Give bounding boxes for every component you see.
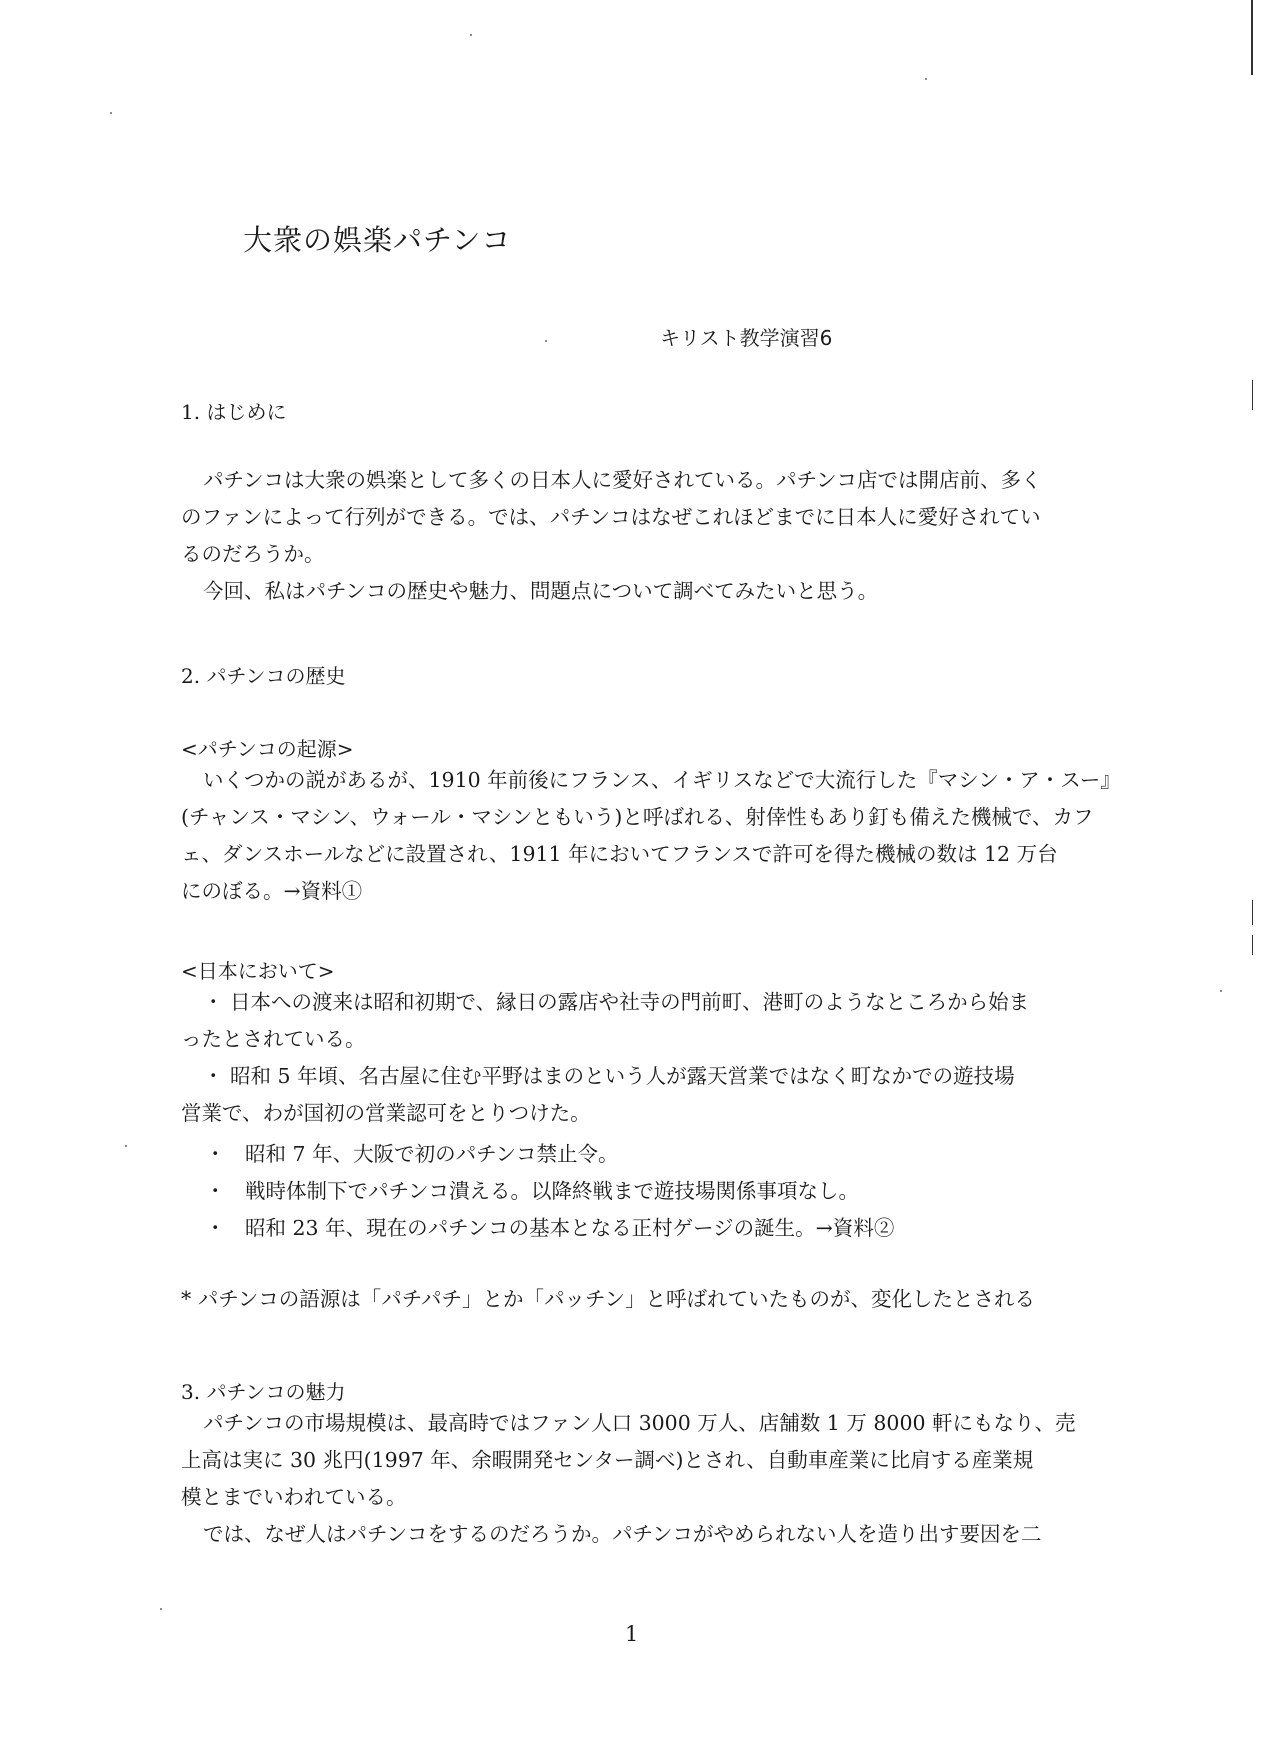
text-line: のファンによって行列ができる。では、パチンコはなぜこれほどまでに日本人に愛好されてい [181,505,1041,529]
appeal-paragraph [181,1405,1101,1553]
text-line: ったとされている。 [181,1027,366,1051]
bullet-mark: ・ [205,1142,226,1166]
scan-edge-mark [1252,935,1253,955]
text-line: いくつかの説があるが、1910 年前後にフランス、イギリスなどで大流行した『マシン・ア・スー』 [203,768,1121,792]
list-item-text: 戦時体制下でパチンコ潰える。以降終戦まで遊技場関係事項なし。 [245,1179,859,1203]
section-heading-appeal: 3. パチンコの魅力 [181,1380,346,1404]
scan-speck [925,78,927,80]
scan-speck [160,1608,162,1610]
list-item [205,1137,619,1167]
page-title: 大衆の娯楽パチンコ [243,223,512,257]
text-line: パチンコは大衆の娯楽として多くの日本人に愛好されている。パチンコ店では開店前、多く [203,468,1042,492]
origin-paragraph [181,762,1121,910]
bullet-mark: ・ [205,1179,226,1203]
etymology-note: * パチンコの語源は「パチパチ」とか「パッチン」と呼ばれていたものが、変化したとされる [181,1287,1035,1311]
section-heading-intro: 1. はじめに [181,400,287,424]
list-item [205,1211,894,1241]
text-line: にのぼる。→資料① [181,879,363,903]
text-line: 模とまでいわれている。 [181,1485,407,1509]
page-number: 1 [625,1622,639,1646]
text-line: 営業で、わが国初の営業認可をとりつけた。 [181,1101,591,1125]
scan-speck [470,34,472,36]
text-line: 上高は実に 30 兆円(1997 年、余暇開発センター調べ)とされ、自動車産業に比肩する産業規 [181,1448,1034,1472]
text-line: パチンコの市場規模は、最高時ではファン人口 3000 万人、店舗数 1 万 8000 軒にもなり、売 [203,1411,1076,1435]
text-line: (チャンス・マシン、ウォール・マシンともいう)と呼ばれる、射倖性もあり釘も備えた機械で、カフ [181,805,1094,829]
bullet-mark: ・ [205,1216,226,1240]
list-item-text: 昭和 23 年、現在のパチンコの基本となる正村ゲージの誕生。→資料② [245,1216,895,1240]
text-line: ・ 昭和 5 年頃、名古屋に住む平野はまのという人が露天営業ではなく町なかでの遊技場 [203,1064,1015,1088]
subheading-japan: <日本において> [181,959,335,983]
scan-speck [1220,990,1222,992]
text-line: では、なぜ人はパチンコをするのだろうか。パチンコがやめられない人を造り出す要因を二 [203,1522,1042,1546]
japan-paragraph [181,984,1101,1132]
text-line: 今回、私はパチンコの歴史や魅力、問題点について調べてみたいと思う。 [203,579,879,603]
scan-edge-mark [1252,380,1253,410]
scan-speck [110,112,112,114]
scan-edge-mark [1252,900,1253,925]
text-line: ェ、ダンスホールなどに設置され、1911 年においてフランスで許可を得た機械の数は 12 万台 [181,842,1058,866]
section-heading-history: 2. パチンコの歴史 [181,664,346,688]
course-name: キリスト教学演習6 [660,326,833,350]
intro-paragraph [181,462,1101,610]
scan-speck [125,1145,127,1147]
list-item [205,1174,859,1204]
scan-edge-mark [1251,0,1253,75]
text-line: ・ 日本への渡来は昭和初期で、縁日の露店や社寺の門前町、港町のようなところから始ま [203,990,1030,1014]
scan-speck [545,340,547,342]
subheading-origin: <パチンコの起源> [181,737,354,761]
text-line: るのだろうか。 [181,542,325,566]
list-item-text: 昭和 7 年、大阪で初のパチンコ禁止令。 [245,1142,619,1166]
